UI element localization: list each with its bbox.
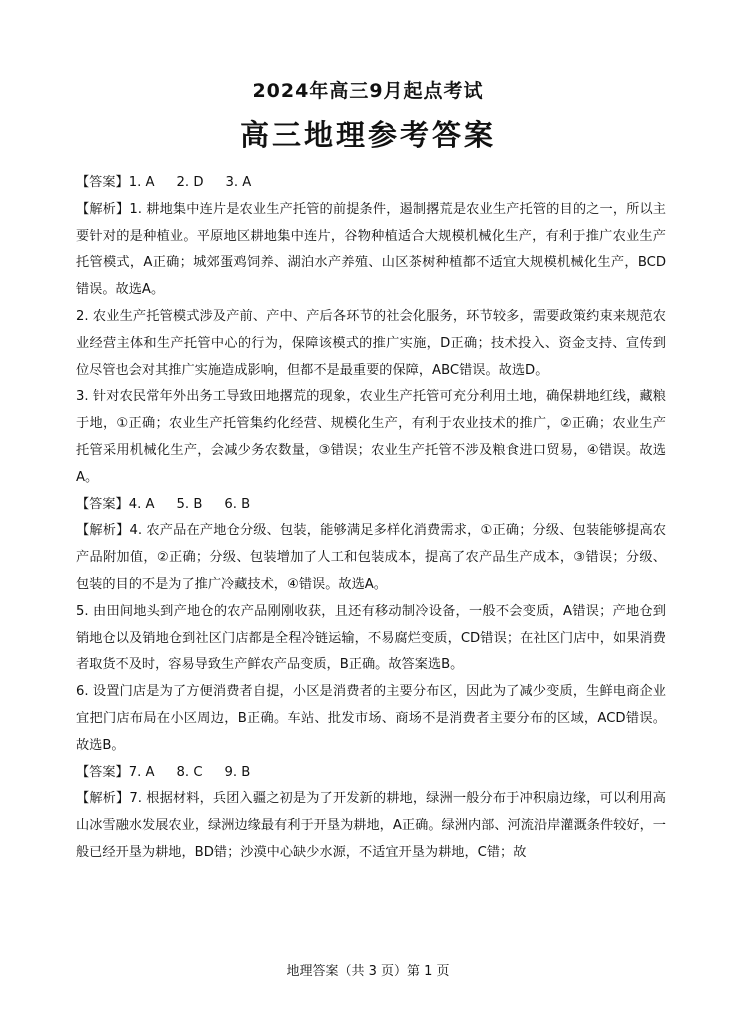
analysis-paragraph: 3. 针对农民常年外出务工导致田地撂荒的现象，农业生产托管可充分利用土地，确保耕地红线，藏粮于地，①正确；农业生产托管集约化经营、规模化生产，有利于农业技术的推广，②正确；农业生产托管采用机械化生产，会减少务农数量，③错误；农业生产托管不涉及粮食进口贸易，④错误。故选A。	[76, 389, 666, 485]
answer-body	[76, 170, 666, 867]
analysis-text: 7. 根据材料，兵团入疆之初是为了开发新的耕地，绿洲一般分布于冲积扇边缘，可以利用高山冰雪融水发展农业，绿洲边缘最有利于开垦为耕地，A正确。绿洲内部、河流沿岸灌溉条件较好，一般已经开垦为耕地，BD错；沙漠中心缺少水源，不适宜开垦为耕地，C错；故	[76, 791, 666, 860]
answer-line	[76, 170, 666, 197]
answer-line	[76, 492, 666, 519]
analysis-tag: 【解析】	[76, 791, 130, 807]
answer-item: 8. C	[176, 764, 203, 780]
answer-tag: 【答案】	[76, 175, 129, 190]
analysis-paragraph	[76, 518, 666, 598]
analysis-paragraph	[76, 786, 666, 866]
answer-item: 5. B	[176, 496, 203, 512]
page-footer: 地理答案（共 3 页）第 1 页	[286, 964, 450, 979]
answer-item: 7. A	[128, 764, 155, 780]
exam-title: 2024年高三9月起点考试	[252, 80, 484, 102]
analysis-tag: 【解析】	[76, 201, 130, 217]
analysis-tag: 【解析】	[76, 523, 130, 539]
answer-item: 1. A	[128, 175, 155, 190]
answer-line	[76, 760, 666, 787]
answer-tag: 【答案】	[76, 764, 129, 780]
analysis-text: 4. 农产品在产地仓分级、包装，能够满足多样化消费需求，①正确；分级、包装能够提高农产品附加值，②正确；分级、包装增加了人工和包装成本，提高了农产品生产成本，③错误；分级、包装的目的不是为了推广冷藏技术，④错误。故选A。	[76, 523, 667, 592]
analysis-text: 1. 耕地集中连片是农业生产托管的前提条件，遏制撂荒是农业生产托管的目的之一，所以主要针对的是种植业。平原地区耕地集中连片，谷物种植适合大规模机械化生产，有利于推广农业生产托管模式，A正确；城郊蛋鸡饲养、湖泊水产养殖、山区茶树种植都不适宜大规模机械化生产，BCD错误。故选A。	[76, 201, 666, 298]
answer-tag: 【答案】	[76, 496, 129, 512]
analysis-paragraph: 2. 农业生产托管模式涉及产前、产中、产后各环节的社会化服务，环节较多，需要政策约束来规范农业经营主体和生产托管中心的行为，保障该模式的推广实施，D正确；技术投入、资金支持、宣传到位尽管也会对其推广实施造成影响，但都不是最重要的保障，ABC错误。故选D。	[76, 308, 666, 378]
answer-item: 9. B	[224, 764, 251, 780]
analysis-paragraph	[76, 197, 666, 304]
analysis-paragraph: 6. 设置门店是为了方便消费者自提，小区是消费者的主要分布区，因此为了减少变质，生鲜电商企业宜把门店布局在小区周边，B正确。车站、批发市场、商场不是消费者主要分布的区域，ACD错误。故选B。	[76, 684, 666, 753]
answer-item: 2. D	[176, 175, 204, 190]
answer-item: 3. A	[225, 175, 252, 190]
answer-item: 6. B	[224, 496, 251, 512]
answer-item: 4. A	[128, 496, 155, 512]
page-title: 高三地理参考答案	[239, 118, 496, 152]
analysis-paragraph: 5. 由田间地头到产地仓的农产品刚刚收获，且还有移动制冷设备，一般不会变质，A错误；产地仓到销地仓以及销地仓到社区门店都是全程冷链运输，不易腐烂变质，CD错误；在社区门店中，如果消费者取货不及时，容易导致生产鲜农产品变质，B正确。故答案选B。	[76, 603, 666, 673]
